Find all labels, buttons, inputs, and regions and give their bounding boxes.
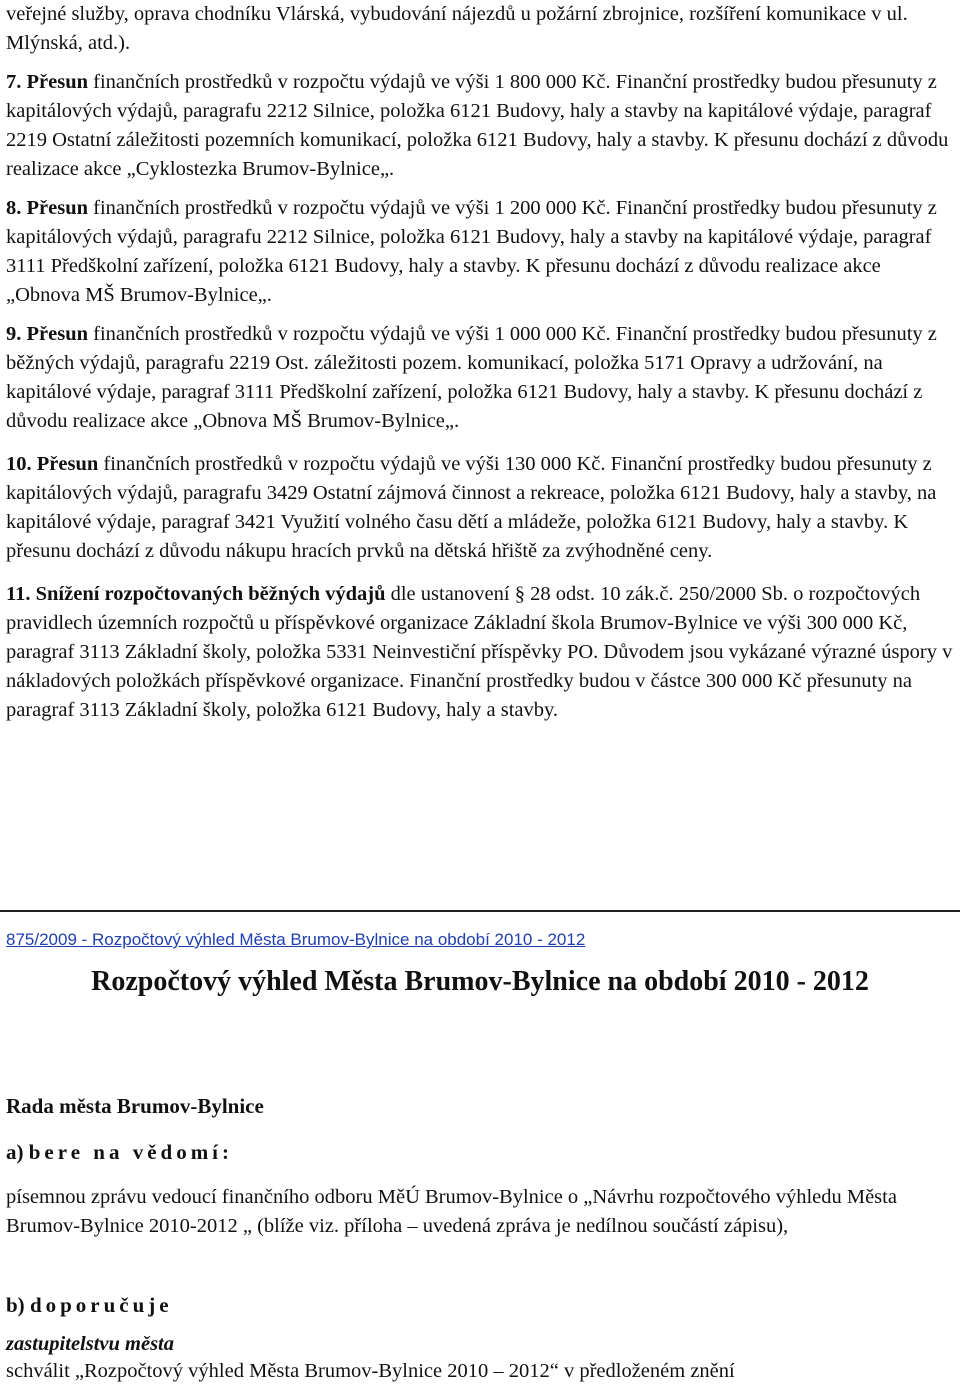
point-b-target: zastupitelstvu města — [6, 1333, 175, 1355]
item-text: finančních prostředků v rozpočtu výdajů ve výši 1 000 000 Kč. Finanční prostředky budou přesunuty z běžných výdajů, paragrafu 2219 Ost. záležitosti pozem. komunikací, položka 5171 Opravy a udržování, na kapitálové výdaje, paragraf 3111 Předškolní zařízení, položka 6121 Budovy, haly a stavby. K přesunu dochází z důvodu realizace akce „Obnova MŠ Brumov-Bylnice„. — [6, 323, 937, 432]
resolution-title: Rozpočtový výhled Města Brumov-Bylnice na období 2010 - 2012 — [91, 966, 869, 997]
item-number: 10. — [6, 453, 32, 475]
item-heading: Přesun — [26, 323, 88, 345]
item-number: 11. — [6, 583, 31, 605]
item-8 — [6, 194, 956, 310]
item-7 — [6, 68, 956, 184]
resolution-link[interactable]: 875/2009 - Rozpočtový výhled Města Brumov-Bylnice na období 2010 - 2012 — [6, 930, 586, 949]
item-heading: Přesun — [26, 71, 88, 93]
document-body — [6, 0, 956, 725]
section-divider — [0, 910, 960, 912]
item-9 — [6, 320, 956, 436]
point-a-label: a) — [6, 1140, 24, 1164]
item-10 — [6, 450, 956, 566]
item-text: finančních prostředků v rozpočtu výdajů ve výši 1 800 000 Kč. Finanční prostředky budou přesunuty z kapitálových výdajů, paragrafu 2212 Silnice, položka 6121 Budovy, haly a stavby na kapitálové výdaje, paragraf 2219 Ostatní záležitosti pozemních komunikací, položka 6121 Budovy, haly a stavby. K přesunu dochází z důvodu realizace akce „Cyklostezka Brumov-Bylnice„. — [6, 71, 949, 180]
point-b-label: b) — [6, 1293, 25, 1317]
point-a-verb: bere na vědomí: — [28, 1140, 234, 1164]
item-text: finančních prostředků v rozpočtu výdajů ve výši 130 000 Kč. Finanční prostředky budou přesunuty z kapitálových výdajů, paragrafu 3429 Ostatní zájmová činnost a rekreace, položka 6121 Budovy, haly a stavby, na kapitálové výdaje, paragraf 3421 Využití volného času dětí a mládeže, položka 6121 Budovy, haly a stavby. K přesunu dochází z důvodu nákupu hracích prvků na dětská hřiště za zvýhodněné ceny. — [6, 453, 937, 562]
item-heading: Snížení rozpočtovaných běžných výdajů — [35, 583, 386, 605]
point-a-heading — [6, 1140, 233, 1165]
point-b-text: schválit „Rozpočtový výhled Města Brumov-Bylnice 2010 – 2012“ v předloženém znění — [6, 1360, 735, 1382]
point-a-text: písemnou zprávu vedoucí finančního odboru MěÚ Brumov-Bylnice o „Návrhu rozpočtového výhledu Města Brumov-Bylnice 2010-2012 „ (blíže viz. příloha – uvedená zpráva je nedílnou součástí zápisu), — [6, 1186, 897, 1237]
item-number: 7. — [6, 71, 22, 93]
item-heading: Přesun — [26, 197, 88, 219]
item-11 — [6, 580, 956, 725]
intro-paragraph: veřejné služby, oprava chodníku Vlárská, vybudování nájezdů u požární zbrojnice, rozšíření komunikace v ul. Mlýnská, atd.). — [6, 3, 908, 54]
item-number: 8. — [6, 197, 22, 219]
item-text: dle ustanovení § 28 odst. 10 zák.č. 250/2000 Sb. o rozpočtových pravidlech územních rozpočtů u příspěvkové organizace Základní škola Brumov-Bylnice ve výši 300 000 Kč, paragraf 3113 Základní školy, položka 5331 Neinvestiční příspěvky PO. Důvodem jsou vykázané výrazné úspory v nákladových položkách příspěvkové organizace. Finanční prostředky budou v částce 300 000 Kč přesunuty na paragraf 3113 Základní školy, položka 6121 Budovy, haly a stavby. — [6, 583, 953, 721]
point-b-heading — [6, 1293, 173, 1318]
item-number: 9. — [6, 323, 22, 345]
item-heading: Přesun — [36, 453, 99, 475]
point-b-verb: doporučuje — [29, 1293, 173, 1317]
council-heading: Rada města Brumov-Bylnice — [6, 1094, 264, 1118]
item-text: finančních prostředků v rozpočtu výdajů ve výši 1 200 000 Kč. Finanční prostředky budou přesunuty z kapitálových výdajů, paragrafu 2212 Silnice, položka 6121 Budovy, haly a stavby na kapitálové výdaje, paragraf 3111 Předškolní zařízení, položka 6121 Budovy, haly a stavby. K přesunu dochází z důvodu realizace akce „Obnova MŠ Brumov-Bylnice„. — [6, 197, 937, 306]
